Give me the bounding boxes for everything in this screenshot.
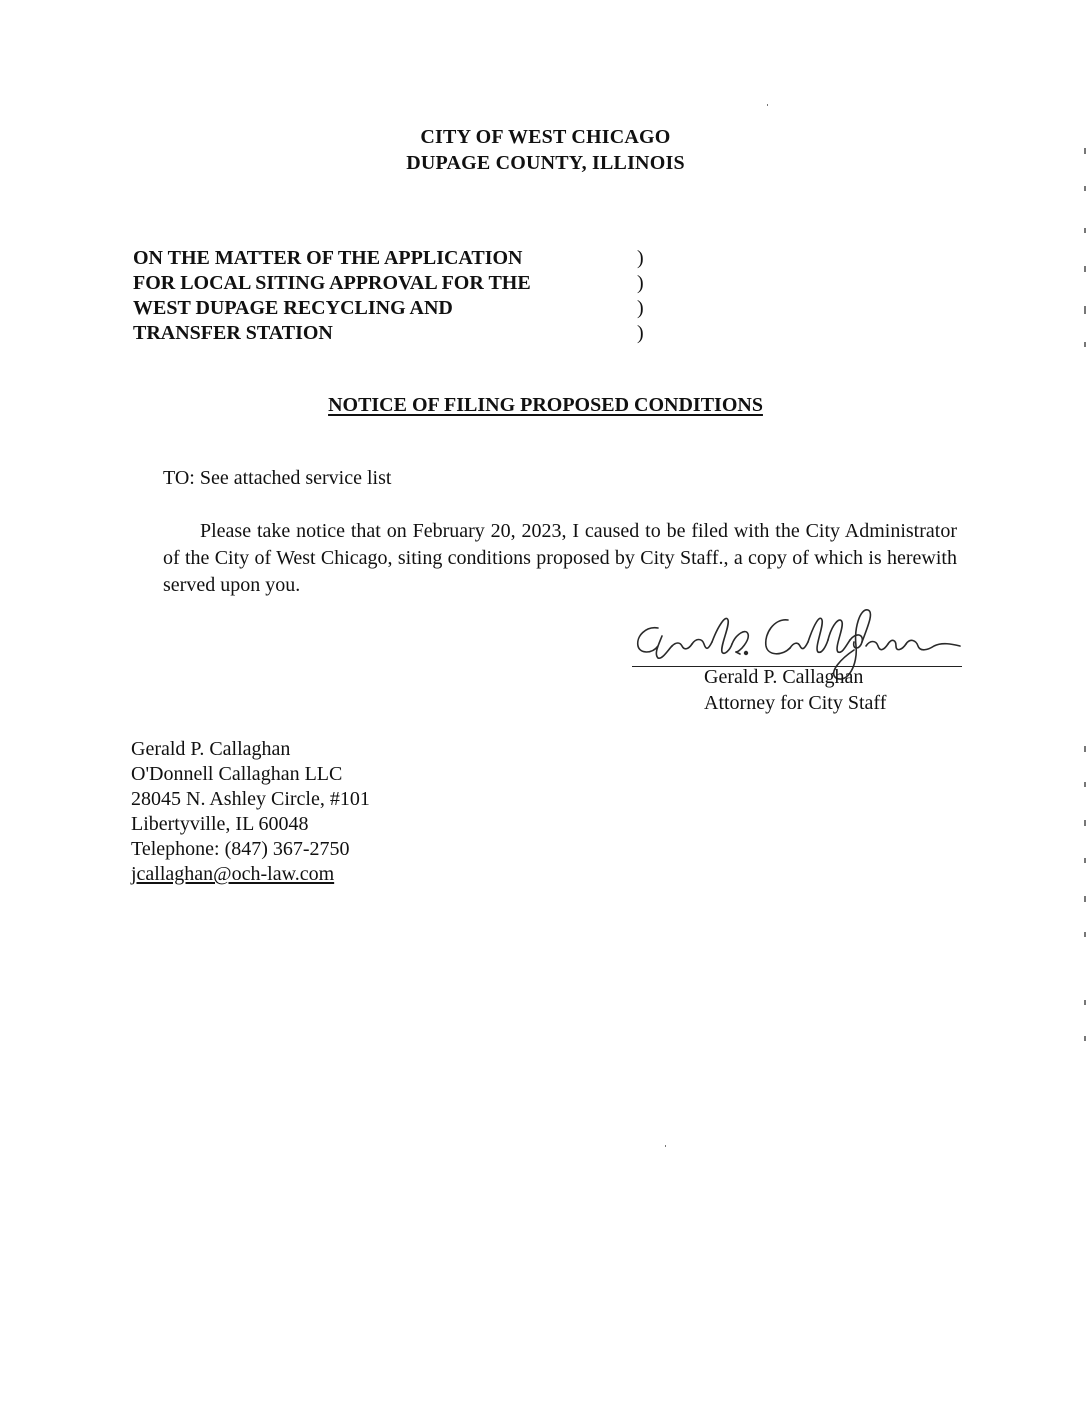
recipient-line: TO: See attached service list — [163, 467, 392, 489]
telephone: Telephone: (847) 367-2750 — [131, 838, 350, 860]
scan-artifact — [1084, 782, 1086, 787]
scan-artifact — [1084, 858, 1086, 863]
scan-artifact — [1084, 228, 1086, 233]
scan-artifact — [1084, 746, 1086, 752]
street-address: 28045 N. Ashley Circle, #101 — [131, 788, 370, 810]
email-link[interactable]: jcallaghan@och-law.com — [131, 863, 335, 885]
attorney-name: Gerald P. Callaghan — [131, 738, 291, 760]
document-header — [0, 124, 1091, 176]
signature-block — [628, 606, 973, 716]
case-caption — [133, 246, 653, 346]
caption-line — [133, 271, 653, 296]
notice-body: Please take notice that on February 20, 2023, I caused to be filed with the City Administrator of the City of West Chicago, siting conditions proposed by City Staff., a copy of which is herewith served upon you. — [163, 520, 957, 596]
scan-artifact — [1084, 820, 1086, 826]
caption-text: ON THE MATTER OF THE APPLICATION — [133, 247, 523, 269]
caption-line — [133, 321, 653, 346]
signer-name: Gerald P. Callaghan — [704, 666, 864, 688]
caption-bracket: ) — [637, 322, 644, 344]
caption-bracket: ) — [637, 247, 644, 269]
city-state-zip: Libertyville, IL 60048 — [131, 813, 309, 835]
caption-text: TRANSFER STATION — [133, 322, 333, 344]
scan-artifact — [1084, 266, 1086, 272]
header-county: DUPAGE COUNTY, ILLINOIS — [406, 152, 685, 174]
scan-artifact — [1084, 896, 1086, 902]
caption-line — [133, 246, 653, 271]
notice-title: NOTICE OF FILING PROPOSED CONDITIONS — [328, 394, 763, 416]
attorney-address-block — [131, 737, 370, 887]
caption-line — [133, 296, 653, 321]
signer-info — [704, 664, 886, 716]
caption-bracket: ) — [637, 297, 644, 319]
signer-title: Attorney for City Staff — [704, 692, 887, 714]
scan-artifact — [1084, 186, 1086, 191]
scan-artifact — [1084, 1000, 1086, 1005]
scan-artifact — [665, 1145, 666, 1147]
scan-artifact — [1084, 148, 1086, 154]
caption-text: FOR LOCAL SITING APPROVAL FOR THE — [133, 272, 531, 294]
header-city: CITY OF WEST CHICAGO — [420, 126, 671, 148]
scan-artifact — [1084, 1036, 1086, 1041]
scan-artifact — [767, 104, 768, 106]
firm-name: O'Donnell Callaghan LLC — [131, 763, 343, 785]
caption-bracket: ) — [637, 272, 644, 294]
scan-artifact — [1084, 932, 1086, 937]
scan-artifact — [1084, 306, 1086, 314]
caption-text: WEST DUPAGE RECYCLING AND — [133, 297, 453, 319]
scan-artifact — [1084, 342, 1086, 347]
